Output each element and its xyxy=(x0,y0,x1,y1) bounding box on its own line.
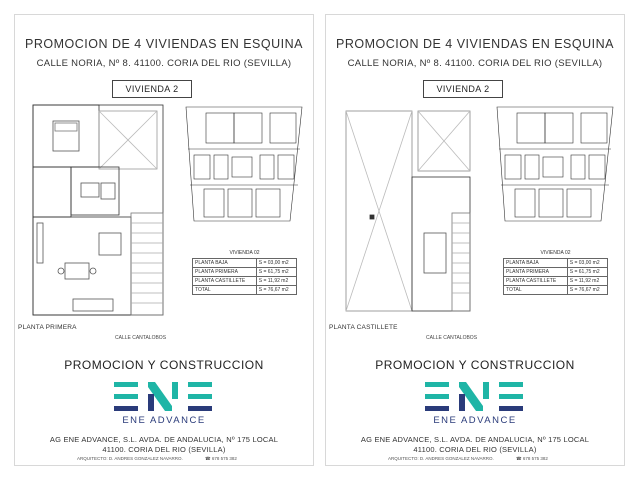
table-row xyxy=(193,268,297,277)
table-cell: S = 76,67 m2 xyxy=(567,286,607,295)
table-cell: TOTAL xyxy=(504,286,568,295)
company-address: AG ENE ADVANCE, S.L. AVDA. DE ANDALUCIA, Nº 175 LOCAL xyxy=(360,435,590,444)
building-key-plan xyxy=(495,105,615,223)
brand-name: ENE ADVANCE xyxy=(433,415,517,426)
page-title: PROMOCION DE 4 VIVIENDAS EN ESQUINA xyxy=(336,37,614,51)
table-row xyxy=(504,259,608,268)
area-table xyxy=(503,250,608,295)
table-cell: S = 03,00 m2 xyxy=(256,259,296,268)
street-label: CALLE CANTALOBOS xyxy=(115,335,167,341)
page-title: PROMOCION DE 4 VIVIENDAS EN ESQUINA xyxy=(25,37,303,51)
phone-number xyxy=(516,456,548,462)
street-label: CALLE CANTALOBOS xyxy=(426,335,478,341)
table-cell: S = 61,75 m2 xyxy=(256,268,296,277)
address: CALLE NORIA, Nº 8. 41100. CORIA DEL RIO (SEVILLA) xyxy=(36,58,292,69)
phone-icon: ☎ xyxy=(205,456,211,461)
table-cell: PLANTA BAJA xyxy=(504,259,568,268)
table-cell: PLANTA CASTILLETE xyxy=(504,277,568,286)
table-row xyxy=(193,259,297,268)
table-cell: PLANTA CASTILLETE xyxy=(193,277,257,286)
brochure-sheet-planta-primera xyxy=(14,14,314,466)
phone-text: 678 575 382 xyxy=(211,456,237,461)
phone-text: 678 575 382 xyxy=(522,456,548,461)
company-city: 41100. CORIA DEL RIO (SEVILLA) xyxy=(413,445,537,454)
table-cell: S = 76,67 m2 xyxy=(256,286,296,295)
brochure-sheet-planta-castillete xyxy=(325,14,625,466)
phone-number xyxy=(205,456,237,462)
company-address: AG ENE ADVANCE, S.L. AVDA. DE ANDALUCIA, Nº 175 LOCAL xyxy=(49,435,279,444)
unit-label: VIVIENDA 2 xyxy=(423,80,503,98)
architect-credit: ARQUITECTO: D. ANDRES GONZALEZ NAVARRO. xyxy=(388,456,494,461)
table-row xyxy=(504,286,608,295)
plan-label: PLANTA CASTILLETE xyxy=(329,324,398,331)
table-cell: S = 11,92 m2 xyxy=(256,277,296,286)
building-key-plan xyxy=(184,105,304,223)
table-row xyxy=(504,277,608,286)
area-table-caption: VIVIENDA 02 xyxy=(540,250,571,256)
floor-plan-castillete xyxy=(332,103,482,318)
table-cell: S = 61,75 m2 xyxy=(567,268,607,277)
floor-plan-primera xyxy=(21,103,171,318)
company-city: 41100. CORIA DEL RIO (SEVILLA) xyxy=(102,445,226,454)
architect-credit: ARQUITECTO: D. ANDRES GONZALEZ NAVARRO. xyxy=(77,456,183,461)
ene-logo xyxy=(114,382,212,412)
phone-icon: ☎ xyxy=(516,456,522,461)
table-cell: PLANTA PRIMERA xyxy=(193,268,257,277)
table-row xyxy=(193,286,297,295)
plan-label: PLANTA PRIMERA xyxy=(18,324,77,331)
unit-label: VIVIENDA 2 xyxy=(112,80,192,98)
area-table xyxy=(192,250,297,295)
address: CALLE NORIA, Nº 8. 41100. CORIA DEL RIO (SEVILLA) xyxy=(347,58,603,69)
table-cell: PLANTA BAJA xyxy=(193,259,257,268)
promo-heading: PROMOCION Y CONSTRUCCION xyxy=(375,358,575,372)
table-cell: S = 03,00 m2 xyxy=(567,259,607,268)
table-row xyxy=(193,277,297,286)
area-table-caption: VIVIENDA 02 xyxy=(229,250,260,256)
promo-heading: PROMOCION Y CONSTRUCCION xyxy=(64,358,264,372)
table-cell: PLANTA PRIMERA xyxy=(504,268,568,277)
ene-logo xyxy=(425,382,523,412)
table-cell: S = 11,92 m2 xyxy=(567,277,607,286)
table-cell: TOTAL xyxy=(193,286,257,295)
table-row xyxy=(504,268,608,277)
brand-name: ENE ADVANCE xyxy=(122,415,206,426)
